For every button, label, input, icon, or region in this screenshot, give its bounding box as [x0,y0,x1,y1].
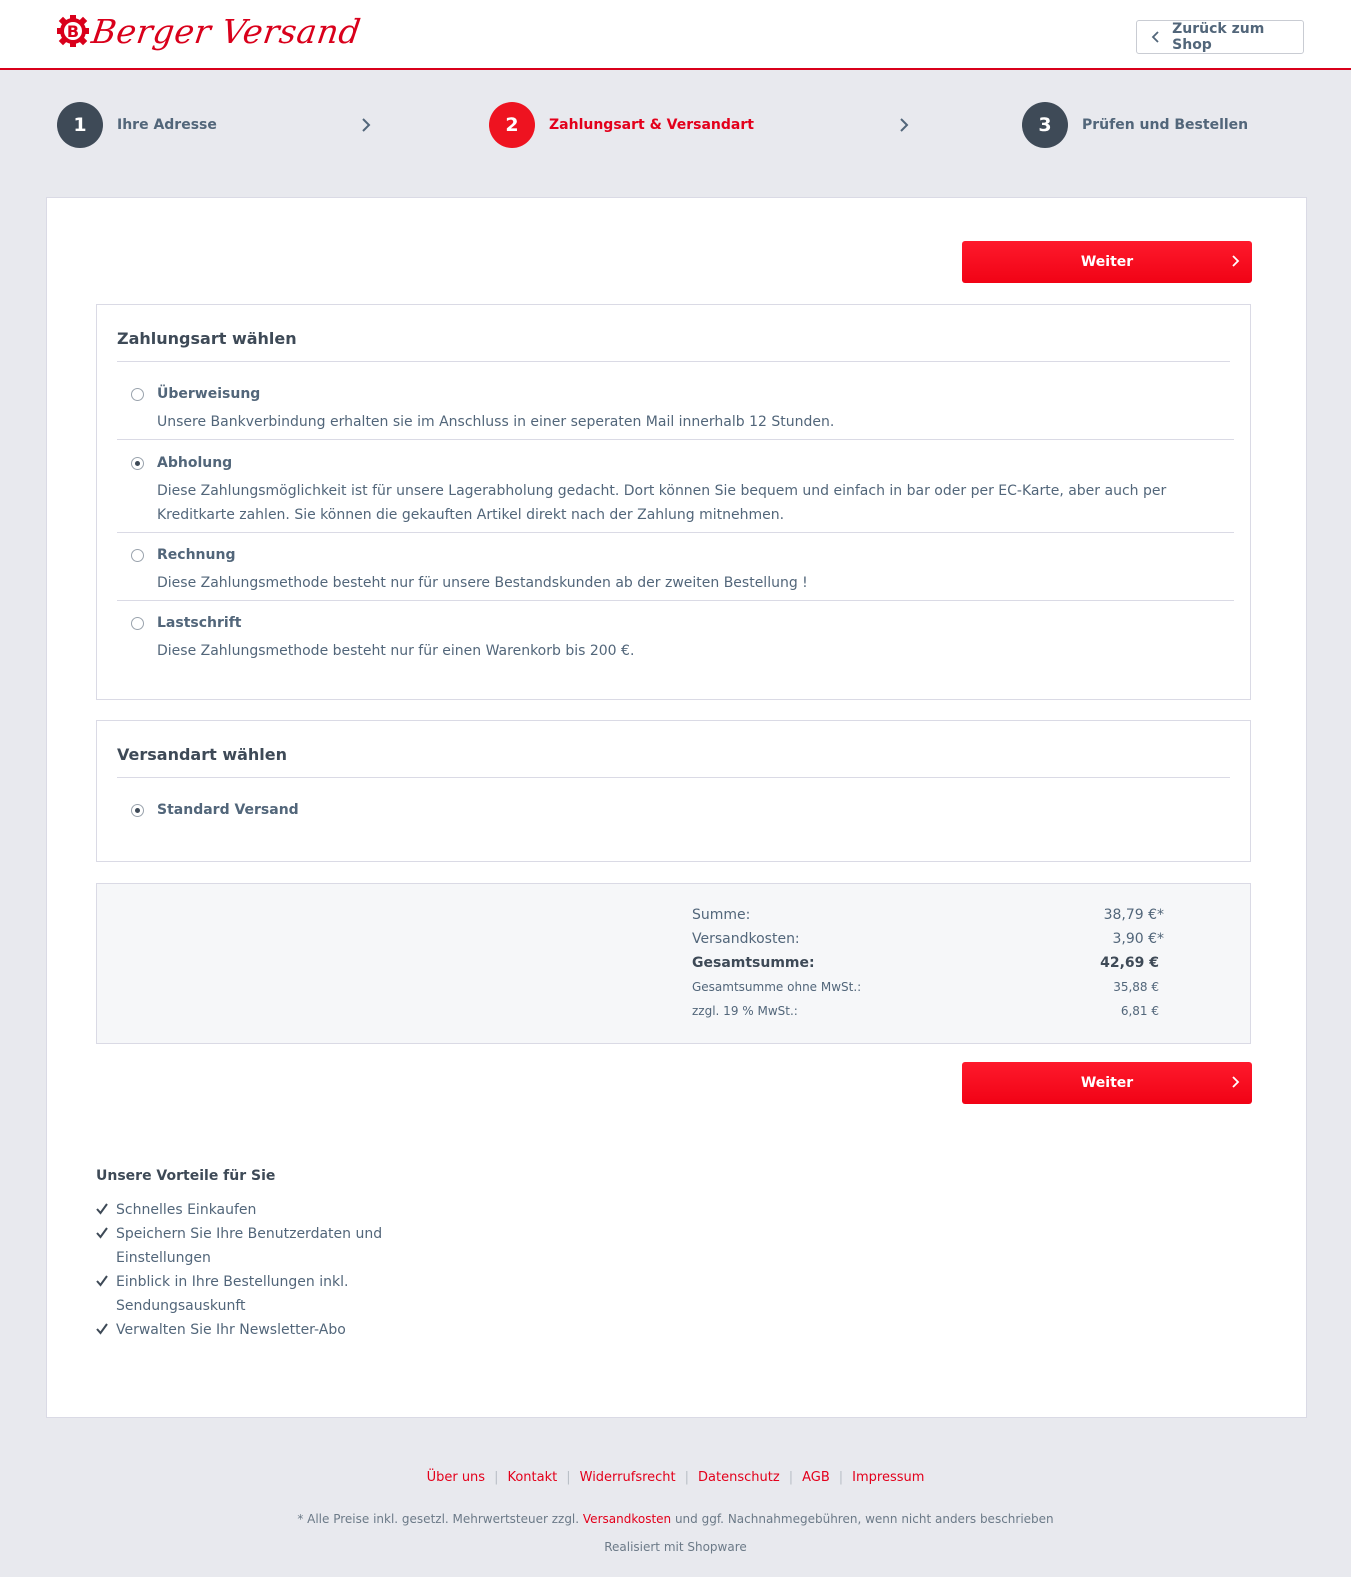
benefit-text: Schnelles Einkaufen [116,1202,257,1218]
step-review-order [1022,103,1248,147]
option-description: Unsere Bankverbindung erhalten sie im Anschluss in einer seperaten Mail innerhalb 12 Stunden. [157,414,835,430]
chevron-right-icon [1230,1075,1240,1089]
separator: | [684,1470,690,1485]
summary-label: Versandkosten: [692,931,800,947]
step-number: 1 [57,102,103,148]
checkmark-icon [96,1275,108,1287]
payment-option-abholung[interactable] [117,455,1234,527]
payment-option-lastschrift[interactable] [117,615,1234,663]
shipping-panel [96,720,1251,862]
benefit-text: Speichern Sie Ihre Benutzerdaten und Einstellungen [116,1226,383,1266]
footer-note-text: und ggf. Nachnahmegebühren, wenn nicht anders beschrieben [671,1512,1054,1526]
radio-button[interactable] [131,388,144,401]
option-description: Diese Zahlungsmethode besteht nur für einen Warenkorb bis 200 €. [157,643,635,659]
summary-label: Gesamtsumme: [692,955,815,971]
footer-note-text: * Alle Preise inkl. gesetzl. Mehrwertsteuer zzgl. [297,1512,583,1526]
benefit-text: Verwalten Sie Ihr Newsletter-Abo [116,1322,346,1338]
summary-value: 3,90 €* [1112,931,1164,947]
option-description: Diese Zahlungsmethode besteht nur für unsere Bestandskunden ab der zweiten Bestellung ! [157,575,808,591]
step-label: Zahlungsart & Versandart [549,117,754,133]
separator: | [788,1470,794,1485]
summary-label: Gesamtsumme ohne MwSt.: [692,980,862,994]
step-number: 2 [489,102,535,148]
summary-value: 35,88 € [1113,980,1159,994]
option-title: Abholung [157,455,233,471]
payment-option-ueberweisung[interactable] [117,386,1234,434]
divider [117,777,1230,778]
radio-button[interactable] [131,617,144,630]
footer-link-datenschutz[interactable]: Datenschutz [698,1470,780,1485]
checkmark-icon [96,1203,108,1215]
summary-tax-row [692,1004,1164,1028]
benefit-item [96,1198,396,1222]
radio-button-selected[interactable] [131,804,144,817]
payment-option-rechnung[interactable] [117,547,1234,595]
summary-sum-row [692,907,1164,931]
chevron-right-icon [360,116,372,134]
option-description: Diese Zahlungsmöglichkeit ist für unsere Lagerabholung gedacht. Dort können Sie bequem und einfach in bar oder per EC-Karte, aber auch per Kreditkarte zahlen. Sie können die gekauften Artikel direkt nach der Zahlung mitnehmen. [157,483,1167,523]
back-to-shop-button[interactable] [1136,20,1304,54]
footer-note [0,1512,1351,1526]
radio-button-selected[interactable] [131,457,144,470]
order-summary [96,883,1251,1044]
step-number: 3 [1022,102,1068,148]
powered-by: Realisiert mit Shopware [604,1540,747,1554]
option-title: Standard Versand [157,802,299,818]
divider [117,361,1230,362]
footer-link-agb[interactable]: AGB [802,1470,830,1485]
summary-total-row [692,955,1164,979]
summary-label: Summe: [692,907,751,923]
logo-text: Berger Versand [89,11,364,51]
svg-text:B: B [66,22,80,41]
summary-net-row [692,980,1164,1004]
logo[interactable] [56,8,364,54]
divider [117,439,1234,440]
step-payment-shipping [489,103,754,147]
payment-panel [96,304,1251,700]
benefit-item [96,1270,396,1318]
benefit-item [96,1318,396,1342]
summary-value: 42,69 € [1100,955,1159,971]
shipping-title: Versandart wählen [117,745,288,764]
step-label: Prüfen und Bestellen [1082,117,1249,133]
footer-link-ueber-uns[interactable]: Über uns [426,1470,486,1485]
continue-button-top[interactable] [962,241,1252,283]
footer-link-widerrufsrecht[interactable]: Widerrufsrecht [579,1470,676,1485]
checkout-card [46,197,1307,1418]
checkmark-icon [96,1323,108,1335]
chevron-left-icon [1151,31,1170,43]
summary-shipping-row [692,931,1164,955]
continue-label: Weiter [1080,1075,1134,1091]
benefit-item [96,1222,396,1270]
chevron-right-icon [898,116,910,134]
option-title: Rechnung [157,547,236,563]
summary-value: 6,81 € [1120,1004,1159,1018]
benefits-title: Unsere Vorteile für Sie [96,1168,276,1184]
back-to-shop-label: Zurück zum Shop [1172,21,1265,53]
benefit-text: Einblick in Ihre Bestellungen inkl. Sendungsauskunft [116,1274,349,1314]
option-title: Überweisung [157,386,261,402]
separator: | [494,1470,499,1485]
shipping-option-standard[interactable] [117,802,1234,826]
divider [117,600,1234,601]
checkmark-icon [96,1227,108,1239]
step-address [57,103,217,147]
option-title: Lastschrift [157,615,242,631]
payment-title: Zahlungsart wählen [117,329,297,348]
gear-logo-icon [56,14,90,48]
summary-value: 38,79 €* [1103,907,1164,923]
continue-button-bottom[interactable] [962,1062,1252,1104]
radio-button[interactable] [131,549,144,562]
divider [117,532,1234,533]
continue-label: Weiter [1080,254,1134,270]
chevron-right-icon [1230,254,1240,268]
separator: | [566,1470,571,1485]
footer-links [0,1470,1351,1485]
footer-link-kontakt[interactable]: Kontakt [507,1470,558,1485]
summary-label: zzgl. 19 % MwSt.: [692,1004,798,1018]
footer-link-versandkosten[interactable]: Versandkosten [582,1512,672,1526]
separator: | [838,1470,844,1485]
step-label: Ihre Adresse [117,117,217,133]
benefits-list [96,1198,396,1342]
footer-link-impressum[interactable]: Impressum [852,1470,925,1485]
site-header [0,0,1351,70]
